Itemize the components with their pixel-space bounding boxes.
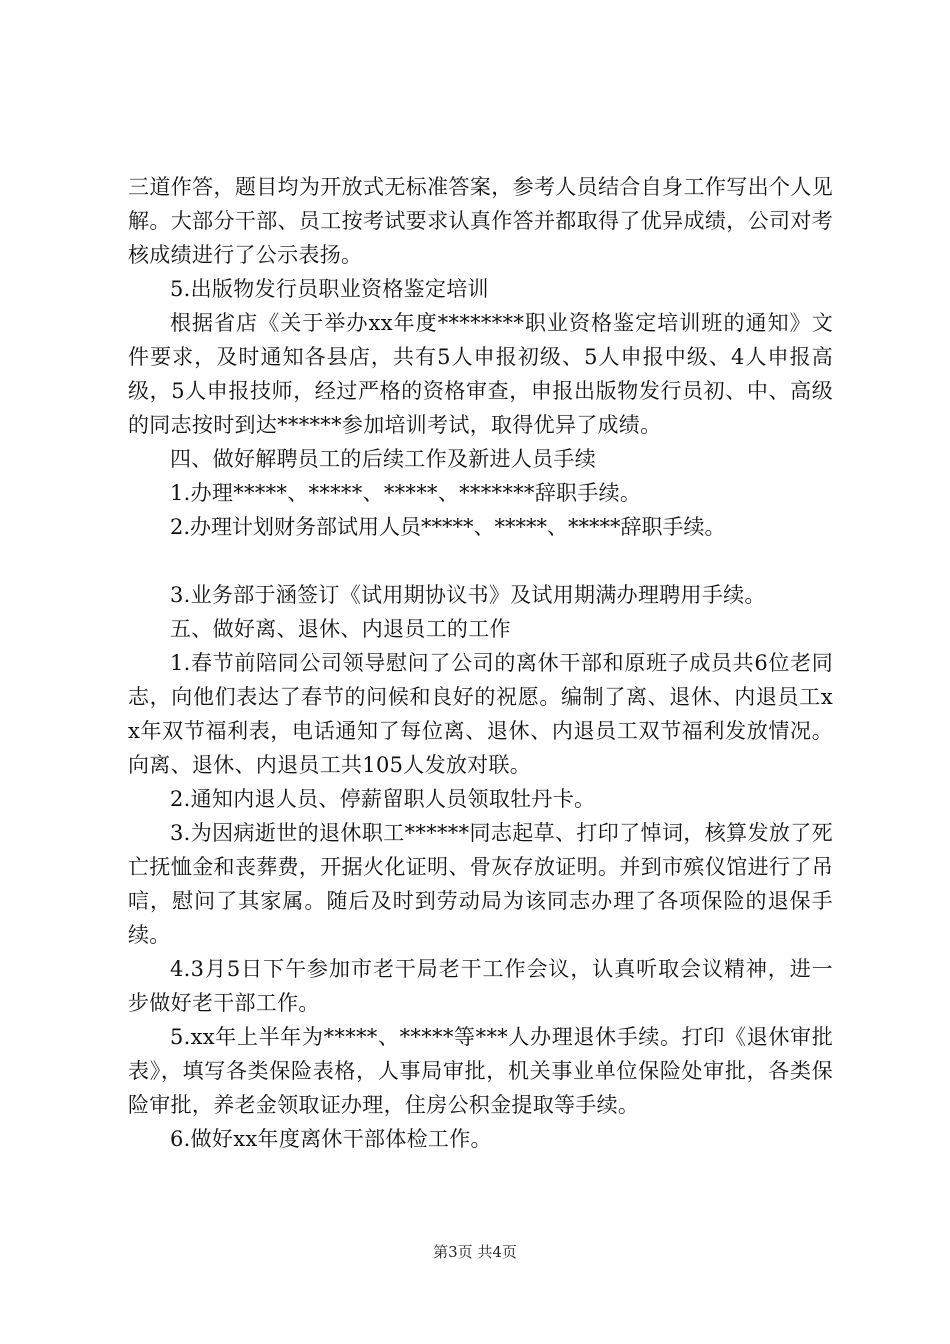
page-number-footer: 第3页 共4页 — [433, 1243, 517, 1261]
paragraph-exam-results: 三道作答，题目均为开放式无标准答案，参考人员结合自身工作写出个人见解。大部分干部、员工按考试要求认真作答并都取得了优异成绩，公司对考核成绩进行了公示表扬。 — [128, 175, 833, 267]
list-item-retirement-procedures: 5.xx年上半年为*****、*****等***人办理退休手续。打印《退休审批表》，填写各类保险表格，人事局审批，机关事业单位保险处审批，各类保险审批，养老金领取证办理，住房公积金提取等手续。 — [128, 1025, 833, 1117]
list-item-health-check: 6.做好xx年度离休干部体检工作。 — [170, 1127, 492, 1151]
document-body — [128, 170, 833, 1156]
list-item-spring-festival-visit: 1.春节前陪同公司领导慰问了公司的离休干部和原班子成员共6位老同志，向他们表达了春节的问候和良好的祝愿。编制了离、退休、内退员工xx年双节福利表，电话通知了每位离、退休、内退员工双节福利发放情况。向离、退休、内退员工共105人发放对联。 — [128, 651, 833, 777]
list-item-funeral-affairs: 3.为因病逝世的退休职工******同志起草、打印了悼词，核算发放了死亡抚恤金和丧葬费，开据火化证明、骨灰存放证明。并到市殡仪馆进行了吊唁，慰问了其家属。随后及时到劳动局为该同志办理了各项保险的退保手续。 — [128, 821, 833, 947]
list-item-peony-card: 2.通知内退人员、停薪留职人员领取牡丹卡。 — [170, 787, 596, 811]
list-item-resignation-2: 2.办理计划财务部试用人员*****、*****、*****辞职手续。 — [170, 515, 726, 539]
list-item-resignation-1: 1.办理*****、*****、*****、*******辞职手续。 — [170, 481, 642, 505]
paragraph-qualification-training: 根据省店《关于举办xx年度********职业资格鉴定培训班的通知》文件要求，及时通知各县店，共有5人申报初级、5人申报中级、4人申报高级，5人申报技师，经过严格的资格审查，申报出版物发行员初、中、高级的同志按时到达******参加培训考试，取得优异了成绩。 — [128, 311, 833, 437]
blank-line — [128, 544, 833, 578]
list-item-probation-agreement: 3.业务部于涵签订《试用期协议书》及试用期满办理聘用手续。 — [170, 583, 766, 607]
heading-qualification-training: 5.出版物发行员职业资格鉴定培训 — [170, 277, 489, 301]
heading-dismissal-section: 四、做好解聘员工的后续工作及新进人员手续 — [170, 447, 596, 471]
list-item-meeting: 4.3月5日下午参加市老干局老干工作会议，认真听取会议精神，进一步做好老干部工作。 — [128, 957, 833, 1015]
heading-retiree-section: 五、做好离、退休、内退员工的工作 — [170, 617, 511, 641]
